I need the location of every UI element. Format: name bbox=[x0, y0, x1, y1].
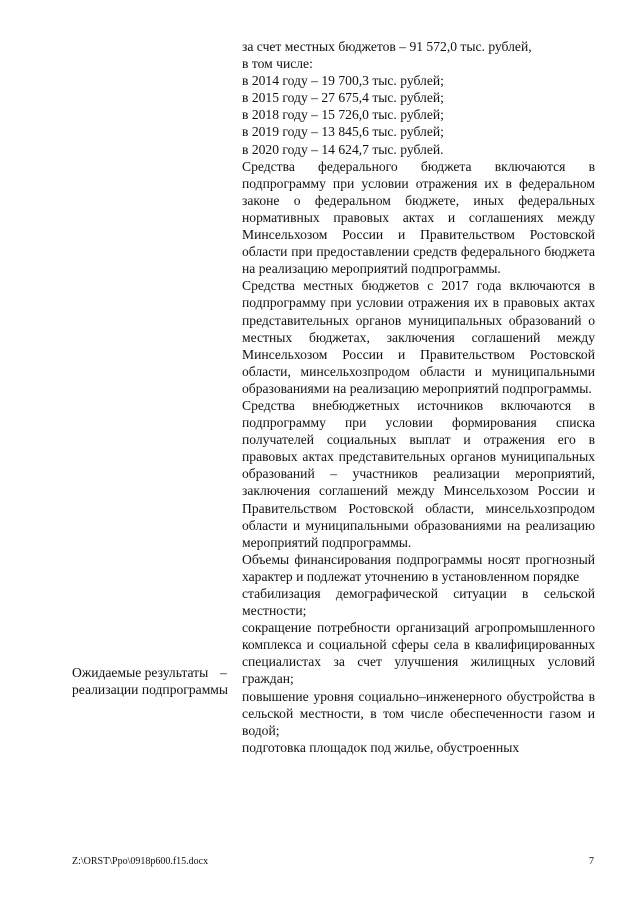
year-amount: в 2015 году – 27 675,4 тыс. рублей; bbox=[242, 90, 444, 106]
local-funds-paragraph: Средства местных бюджетов с 2017 года включаются в подпрограмму при условии отражения их в правовых актах представительных органов муниципальных образований о местных бюджетах, заключения соглашений между Минсельхозом России и Правительством Ростовской области, минсельхозпродом области и муниципальными образованиями на реализацию мероприятий подпрограммы. bbox=[242, 278, 595, 396]
local-budget-total: за счет местных бюджетов – 91 572,0 тыс. рублей, bbox=[242, 39, 532, 54]
including-label: в том числе: bbox=[242, 56, 313, 72]
label-dash: – bbox=[220, 665, 227, 680]
year-amount: в 2018 году – 15 726,0 тыс. рублей; bbox=[242, 107, 444, 123]
result-item: сокращение потребности организаций агропромышленного комплекса и социальной сферы села в квалифицированных специалистах за счет улучшения жилищных условий граждан; bbox=[242, 620, 595, 687]
year-amount: в 2014 году – 19 700,3 тыс. рублей; bbox=[242, 73, 444, 89]
result-item: повышение уровня социально–инженерного обустройства в сельской местности, в том числе обеспеченности газом и водой; bbox=[242, 688, 595, 738]
year-amount: в 2019 году – 13 845,6 тыс. рублей; bbox=[242, 124, 444, 140]
footer-file-path: Z:\ORST\Ppo\0918p600.f15.docx bbox=[72, 856, 209, 867]
page-number: 7 bbox=[589, 856, 594, 867]
result-item: подготовка площадок под жилье, обустроенных bbox=[242, 739, 520, 755]
funding-volumes-paragraph: Объемы финансирования подпрограммы носят прогнозный характер и подлежат уточнению в установленном порядке bbox=[242, 551, 595, 584]
federal-funds-paragraph: Средства федерального бюджета включаются в подпрограмму при условии отражения их в федеральном законе о федеральном бюджете, иных федеральных нормативных правовых актах и соглашениях между Минсельхозом России и Правительством Ростовской области при предоставлении средств федерального бюджета на реализацию мероприятий подпрограммы. bbox=[242, 158, 595, 277]
expected-results-label: Ожидаемые результаты реализации подпрограммы bbox=[72, 665, 229, 698]
funding-text-column bbox=[242, 38, 595, 756]
result-item: стабилизация демографической ситуации в сельской местности; bbox=[242, 586, 595, 619]
extrabudgetary-funds-paragraph: Средства внебюджетных источников включаются в подпрограмму при условии формирования списка получателей социальных выплат и отражения его в правовых актах представительных органов муниципальных образований – участников реализации мероприятий, заключения соглашений между Минсельхозом России и Правительством Ростовской области, минсельхозпродом области и муниципальными образованиями на реализацию мероприятий подпрограммы. bbox=[242, 397, 595, 550]
year-amount: в 2020 году – 14 624,7 тыс. рублей. bbox=[242, 141, 444, 157]
